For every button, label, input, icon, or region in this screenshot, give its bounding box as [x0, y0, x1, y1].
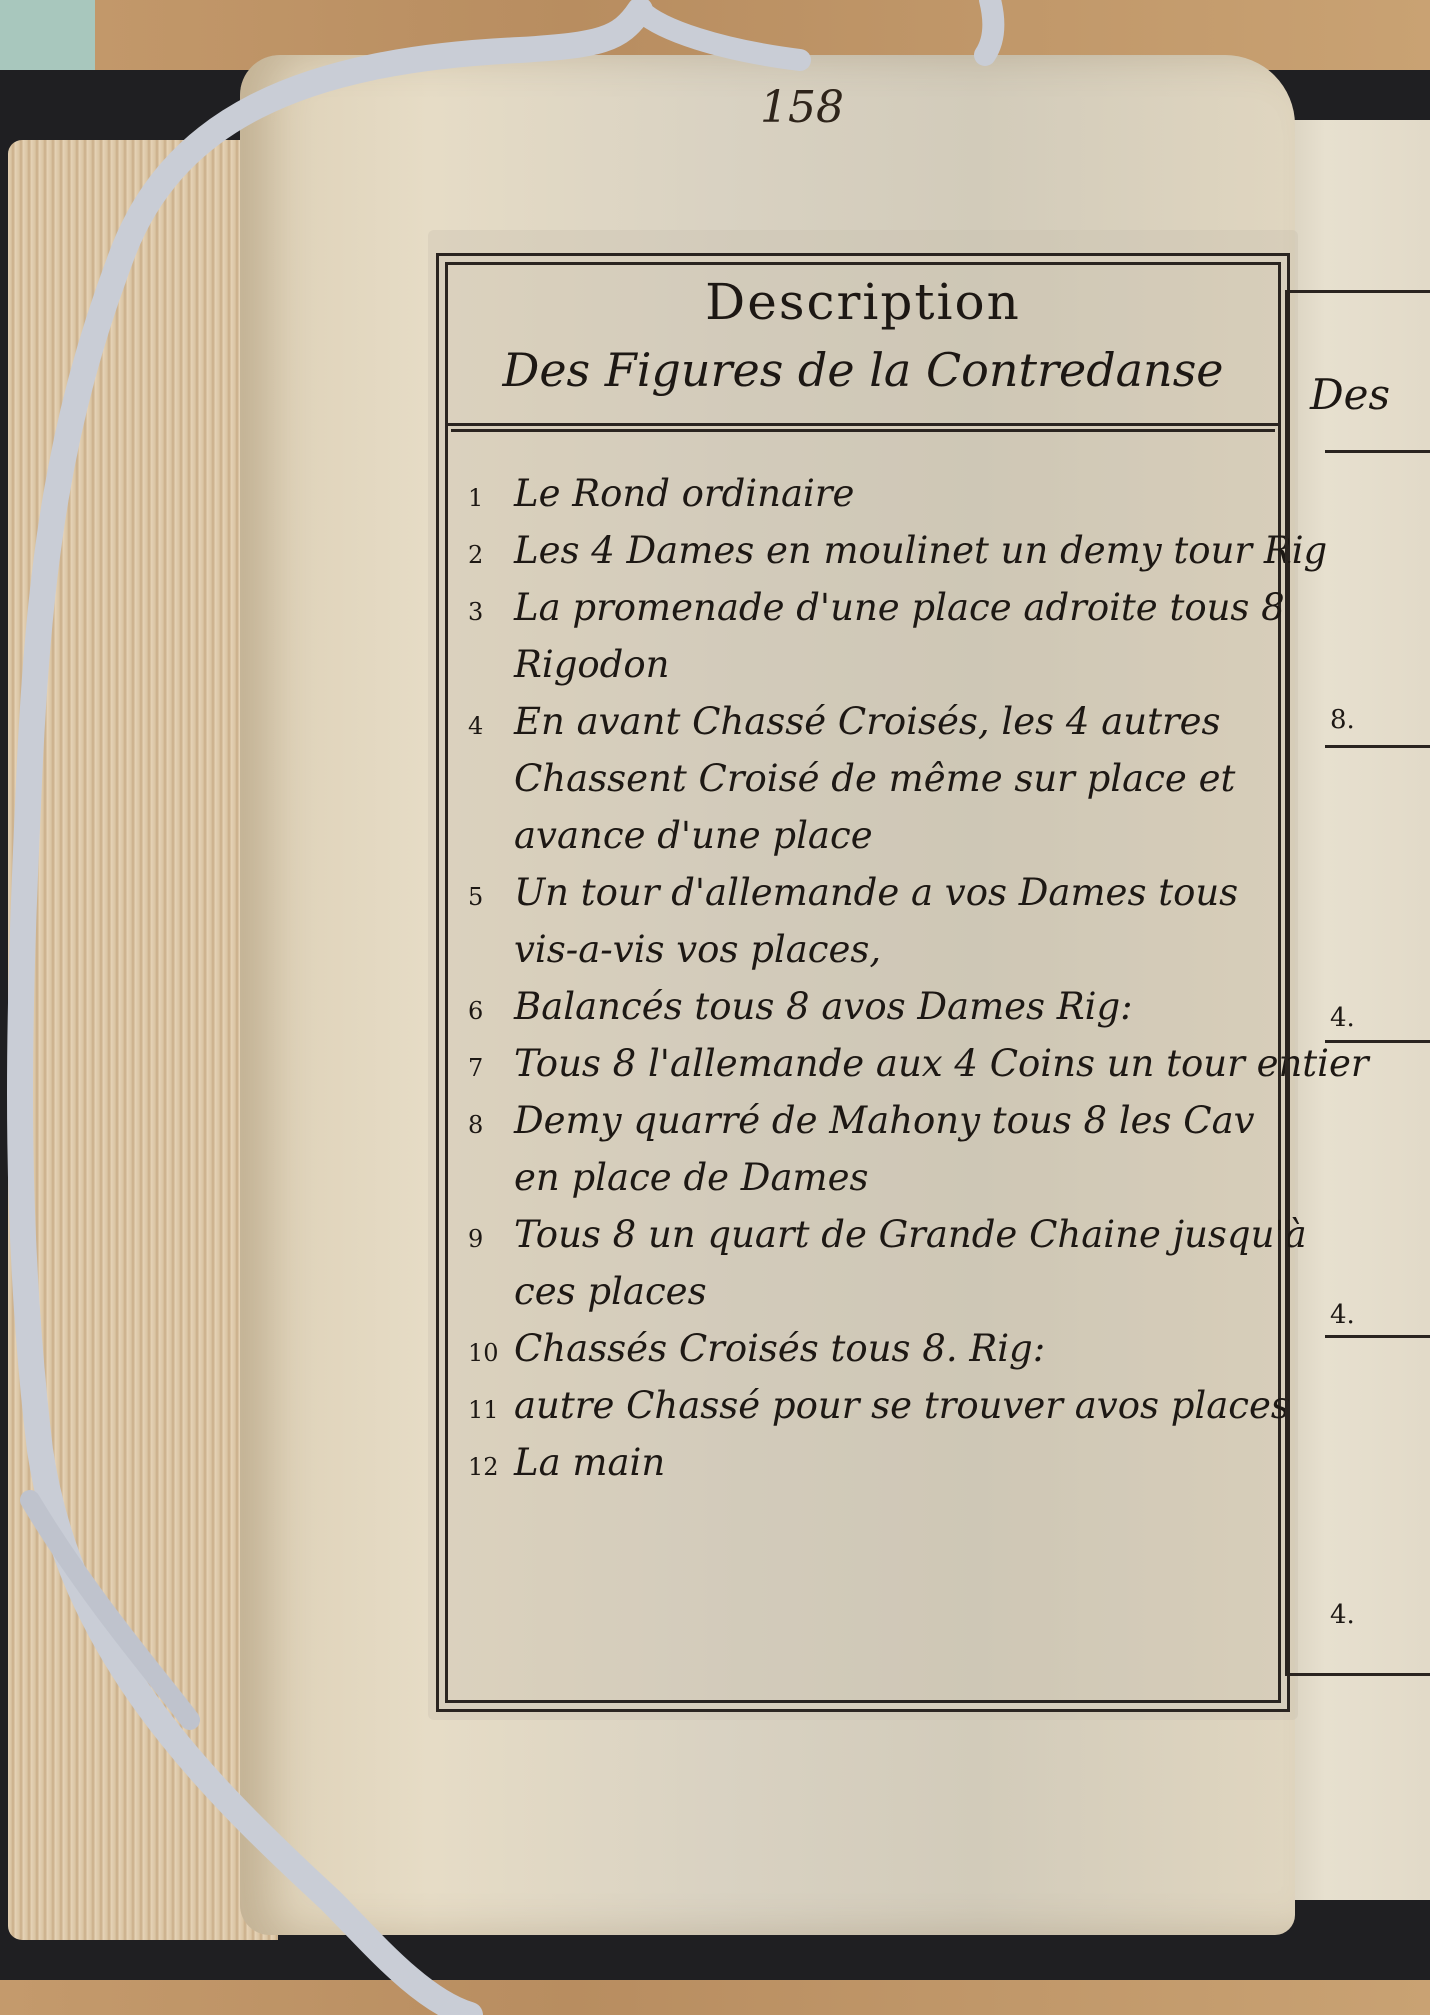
figure-text: en place de Dames: [514, 1156, 869, 1199]
figure-text: En avant Chassé Croisés, les 4 autres: [514, 700, 1221, 743]
facing-cell-number: 4.: [1330, 1003, 1355, 1033]
figure-text: La main: [514, 1441, 666, 1484]
figure-text: Rigodon: [514, 643, 670, 686]
figure-text: Les 4 Dames en moulinet un demy tour Rig: [514, 529, 1328, 572]
figure-text: Tous 8 un quart de Grande Chaine jusqu'à: [514, 1213, 1307, 1256]
facing-cell-number: 8.: [1330, 705, 1355, 735]
figure-item: [468, 579, 1285, 636]
figure-number: 7: [468, 1054, 484, 1082]
figure-text: Demy quarré de Mahony tous 8 les Cav: [514, 1099, 1255, 1142]
page-subtitle: Des Figures de la Contredanse: [502, 343, 1224, 397]
figure-number: 3: [468, 598, 484, 626]
figure-text: avance d'une place: [514, 814, 873, 857]
facing-cell-divider: [1325, 1040, 1430, 1043]
figure-item: [468, 1320, 1274, 1377]
figure-text: La promenade d'une place adroite tous 8: [514, 586, 1285, 629]
page-title: Description: [705, 273, 1021, 331]
figure-text: Le Rond ordinaire: [514, 472, 855, 515]
figure-number: 12: [468, 1453, 499, 1481]
figure-number: 6: [468, 997, 484, 1025]
figure-number: 8: [468, 1111, 484, 1139]
figure-number: 11: [468, 1396, 499, 1424]
figure-item: [468, 807, 1274, 864]
background-object: [0, 0, 95, 75]
figure-number: 10: [468, 1339, 499, 1367]
figure-list: [468, 465, 1369, 1491]
figure-number: 4: [468, 712, 484, 740]
figure-item: [468, 1149, 1274, 1206]
figure-item: [468, 1206, 1307, 1263]
figure-number: 9: [468, 1225, 484, 1253]
figure-item: [468, 921, 1274, 978]
figure-item: [468, 636, 1274, 693]
facing-cell-number: 4.: [1330, 1600, 1355, 1630]
figure-item: [468, 1263, 1274, 1320]
figure-text: vis-a-vis vos places,: [514, 928, 882, 971]
facing-cell-divider: [1325, 450, 1430, 453]
figure-item: [468, 693, 1274, 750]
facing-page-heading: Des: [1310, 370, 1391, 419]
figure-text: autre Chassé pour se trouver avos places: [514, 1384, 1290, 1427]
figure-item: [468, 1035, 1369, 1092]
figure-number: 2: [468, 541, 484, 569]
figure-item: [468, 465, 1274, 522]
figure-item: [468, 1377, 1290, 1434]
figure-item: [468, 522, 1328, 579]
facing-cell-divider: [1325, 1335, 1430, 1338]
figure-text: Chassent Croisé de même sur place et: [514, 757, 1236, 800]
page-number: 158: [760, 82, 844, 133]
figure-text: ces places: [514, 1270, 707, 1313]
figure-text: Tous 8 l'allemande aux 4 Coins un tour entier: [514, 1042, 1369, 1085]
title-box: [448, 265, 1278, 426]
figure-item: [468, 750, 1274, 807]
facing-cell-number: 4.: [1330, 1300, 1355, 1330]
figure-text: Un tour d'allemande a vos Dames tous: [514, 871, 1239, 914]
figure-item: [468, 1434, 1274, 1491]
description-frame: [445, 262, 1369, 1703]
figure-item: [468, 1092, 1274, 1149]
figure-number: 5: [468, 883, 484, 911]
facing-cell-divider: [1325, 745, 1430, 748]
figure-text: Chassés Croisés tous 8. Rig:: [514, 1327, 1046, 1370]
figure-number: 1: [468, 484, 484, 512]
facing-page-frame: [1285, 290, 1430, 1676]
figure-text: Balancés tous 8 avos Dames Rig:: [514, 985, 1133, 1028]
page-edges: [8, 140, 278, 1940]
figure-item: [468, 864, 1274, 921]
figure-item: [468, 978, 1274, 1035]
